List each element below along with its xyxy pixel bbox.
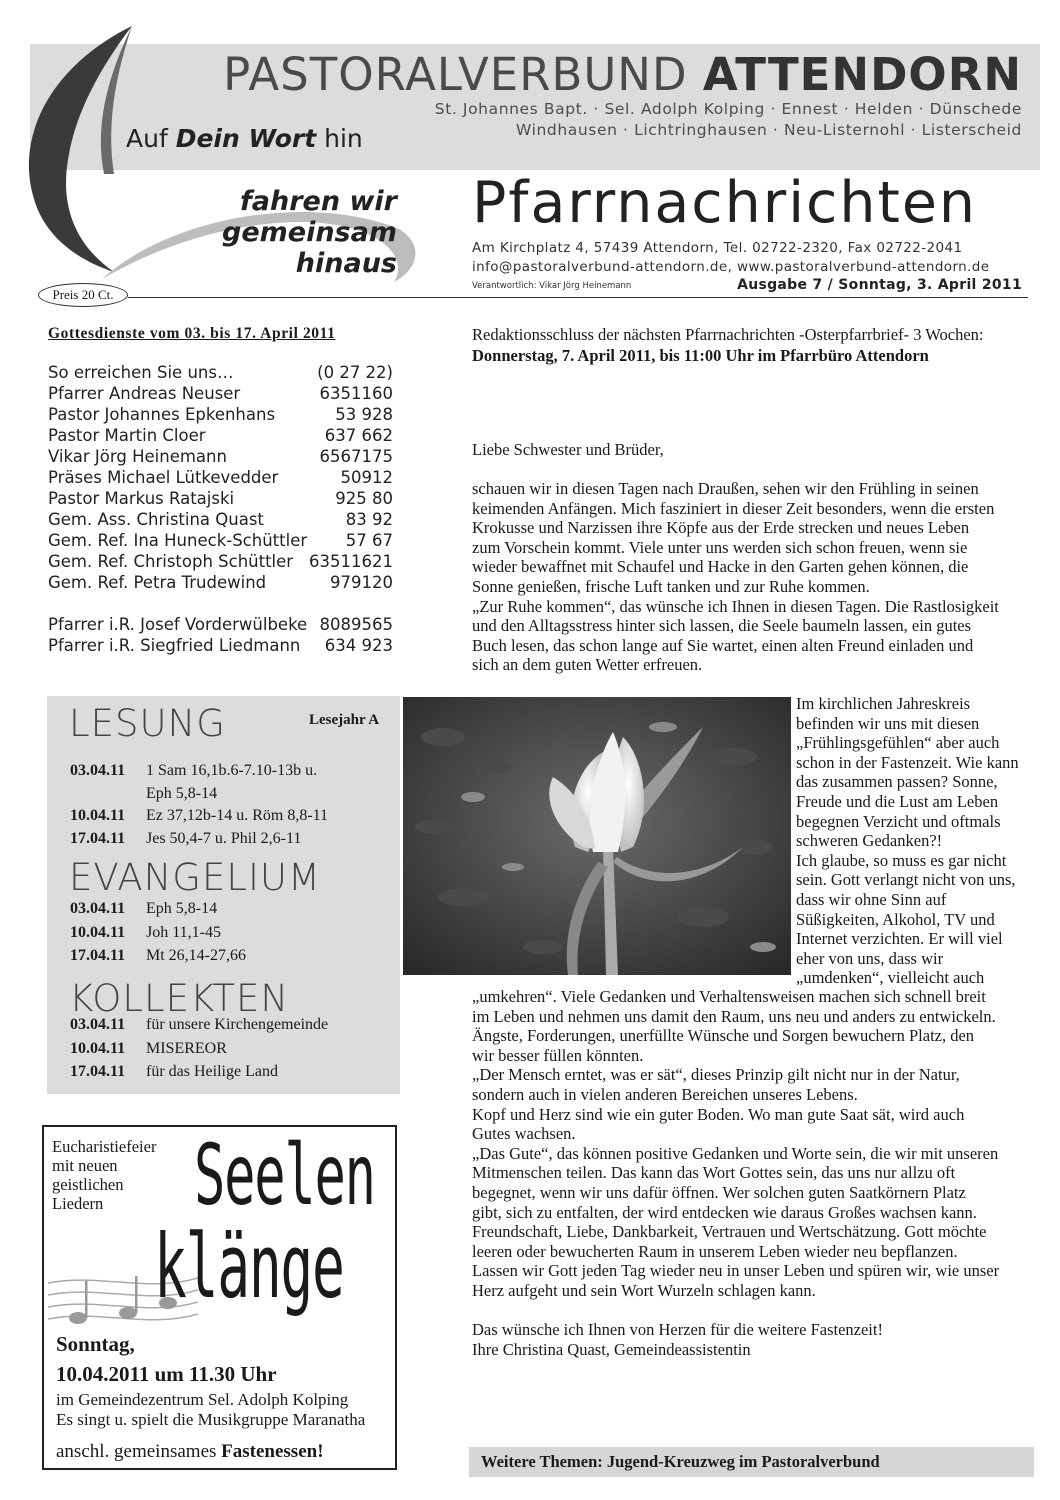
parishes-line-1: St. Johannes Bapt. · Sel. Adolph Kolping · Ennest · Helden · Dünschede	[434, 100, 1022, 118]
address-line-1: Am Kirchplatz 4, 57439 Attendorn, Tel. 02722-2320, Fax 02722-2041	[472, 240, 963, 256]
gospel-row: 03.04.11 Eph 5,8-14	[70, 900, 218, 917]
seelenklaenge-box	[42, 1125, 397, 1470]
lesejahr-label: Lesejahr A	[309, 712, 380, 728]
address-line-2: info@pastoralverbund-attendorn.de, www.pastoralverbund-attendorn.de	[472, 259, 990, 275]
contact-row: Pfarrer i.R. Josef Vorderwülbeke 8089565	[48, 615, 393, 634]
reading-row: 03.04.11 1 Sam 16,1b.6-7.10-13b u.	[70, 762, 318, 779]
seelen-intro: Eucharistiefeier mit neuen geistlichen Liedern	[52, 1137, 157, 1213]
event-datetime: 10.04.2011 um 11.30 Uhr	[56, 1362, 277, 1386]
contact-row: Gem. Ref. Ina Huneck-Schüttler 57 67	[48, 531, 393, 550]
motto-lines	[112, 186, 397, 279]
kollekten-heading: KOLLEKTEN	[69, 977, 290, 1020]
services-heading: Gottesdienste vom 03. bis 17. April 2011	[48, 325, 336, 342]
contact-row: Pastor Johannes Epkenhans 53 928	[48, 405, 393, 424]
pastoralverbund-title: PASTORALVERBUND ATTENDORN	[223, 48, 1022, 101]
header-divider	[128, 297, 1028, 298]
newsletter-title: Pfarrnachrichten	[472, 170, 978, 236]
contact-row: Gem. Ref. Christoph Schüttler 63511621	[48, 552, 393, 571]
contact-row: Gem. Ass. Christina Quast 83 92	[48, 510, 393, 529]
gospel-row: 10.04.11 Joh 11,1-45	[70, 924, 221, 941]
contact-list	[48, 362, 393, 656]
event-day: Sonntag,	[56, 1332, 135, 1356]
letter-greeting: Liebe Schwester und Brüder,	[472, 440, 664, 459]
gospel-row: 17.04.11 Mt 26,14-27,66	[70, 947, 246, 964]
responsible-editor: Verantwortlich: Vikar Jörg Heinemann	[472, 281, 632, 291]
reading-row: Eph 5,8-14	[146, 785, 218, 802]
contact-row: Pfarrer i.R. Siegfried Liedmann 634 923	[48, 636, 393, 655]
readings-box	[47, 696, 400, 1094]
reading-row: 17.04.11 Jes 50,4-7 u. Phil 2,6-11	[70, 830, 302, 847]
motto-line-2: fahren wir	[240, 186, 397, 217]
price-badge: Preis 20 Ct.	[38, 283, 128, 307]
seelen-word: Seelen	[194, 1126, 375, 1224]
event-band: Es singt u. spielt die Musikgruppe Maranatha	[56, 1410, 366, 1429]
more-topics-banner: Weitere Themen: Jugend-Kreuzweg im Pastoralverbund	[469, 1447, 1034, 1477]
collection-row: 17.04.11 für das Heilige Land	[70, 1063, 278, 1080]
letter-paragraph-1: schauen wir in diesen Tagen nach Draußen, sehen wir den Frühling in seinen keimenden Anfängen. Mich fasziniert in dieser Zeit besonders, wenn die ersten Krokusse und Narzissen ihre Köpfe aus der Erde strecken und neues Leben zum Vorschein kommt. Viele unter uns werden sich schon freuen, wenn sie wieder bewaffnet mit Schaufel und Hacke in den Garten gehen können, die Sonne genießen, frische Luft tanken und zur Ruhe kommen. „Zur Ruhe kommen“, das wünsche ich Ihnen in diesen Tagen. Die Rastlosigkeit und den Alltagsstress hinter sich lassen, die Seele baumeln lassen, ein gutes Buch lesen, das schon lange auf Sie wartet, einen alten Freund einladen und sich an dem guten Wetter erfreuen.	[472, 479, 999, 675]
reading-row: 10.04.11 Ez 37,12b-14 u. Röm 8,8-11	[70, 807, 329, 824]
contact-row: Präses Michael Lütkevedder 50912	[48, 468, 393, 487]
contact-row: Pastor Martin Cloer 637 662	[48, 426, 393, 445]
letter-paragraph-2: Im kirchlichen Jahreskreis befinden wir uns mit diesen „Frühlingsgefühlen“ aber auch schon in der Fastenzeit. Wie kann das zusammen passen? Sonne, Freude und die Lust am Leben begegnen Verzicht und oftmals schweren Gedanken?! Ich glaube, so muss es gar nicht sein. Gott verlangt nicht von uns, dass wir ohne Sinn auf Süßigkeiten, Alkohol, TV und Internet verzichten. Er will viel eher von uns, dass wir „umdenken“, vielleicht auch	[796, 694, 1019, 988]
contact-row: Pastor Markus Ratajski 925 80	[48, 489, 393, 508]
collection-row: 10.04.11 MISEREOR	[70, 1040, 227, 1057]
klaenge-word: klänge	[154, 1215, 344, 1318]
contact-row: Vikar Jörg Heinemann 6567175	[48, 447, 393, 466]
parishes-line-2: Windhausen · Lichtringhausen · Neu-Listernohl · Listerscheid	[516, 121, 1022, 139]
motto-line-3: gemeinsam hinaus	[222, 217, 397, 279]
letter-paragraph-3: „umkehren“. Viele Gedanken und Verhaltensweisen machen sich schnell breit im Leben und nehmen uns damit den Raum, uns neu und anders zu entwickeln. Ängste, Forderungen, unerfüllte Wünsche und Sorgen bewuchern Platz, den wir besser füllen könnten. „Der Mensch erntet, was er sät“, dieses Prinzip gilt nicht nur in der Natur, sondern auch in vielen anderen Bereichen unseres Lebens. Kopf und Herz sind wie ein guter Boden. Wo man gute Saat sät, wird auch Gutes wachsen. „Das Gute“, das können positive Gedanken und Worte sein, die wir mit unseren Mitmenschen teilen. Das kann das Wort Gottes sein, das uns nur allzu oft begegnet, wenn wir uns dafür öffnen. Wer solchen guten Saatkörnern Platz gibt, sich zu entfalten, der wird entdecken wie daraus Großes wachsen kann. Freundschaft, Liebe, Dankbarkeit, Vertrauen und Wertschätzung. Gott möchte leeren oder bewucherten Raum in unserem Leben wieder neu bepflanzen. Lassen wir Gott jeden Tag wieder neu in unser Leben und spüren wir, wie unser Herz aufgeht und sein Wort Wurzeln schlagen kann. Das wünsche ich Ihnen von Herzen für die weitere Fastenzeit! Ihre Christina Quast, Gemeindeassistentin	[472, 987, 1000, 1359]
event-place: im Gemeindezentrum Sel. Adolph Kolping	[56, 1390, 349, 1409]
crocus-flower-photo	[403, 697, 791, 975]
deadline-notice: Redaktionsschluss der nächsten Pfarrnachrichten -Osterpfarrbrief- 3 Wochen:	[472, 325, 984, 344]
contact-row: Pfarrer Andreas Neuser 6351160	[48, 384, 393, 403]
motto-line-1: Auf Dein Wort hin	[126, 124, 363, 153]
evangelium-heading: EVANGELIUM	[69, 856, 321, 899]
contact-row: So erreichen Sie uns… (0 27 22)	[48, 363, 393, 382]
issue-label: Ausgabe 7 / Sonntag, 3. April 2011	[737, 277, 1022, 293]
contact-row: Gem. Ref. Petra Trudewind 979120	[48, 573, 393, 592]
deadline-date: Donnerstag, 7. April 2011, bis 11:00 Uhr im Pfarrbüro Attendorn	[472, 346, 929, 365]
collection-row: 03.04.11 für unsere Kirchengemeinde	[70, 1016, 329, 1033]
event-meal: anschl. gemeinsames Fastenessen!	[56, 1441, 324, 1462]
lesung-heading: LESUNG	[69, 702, 226, 745]
